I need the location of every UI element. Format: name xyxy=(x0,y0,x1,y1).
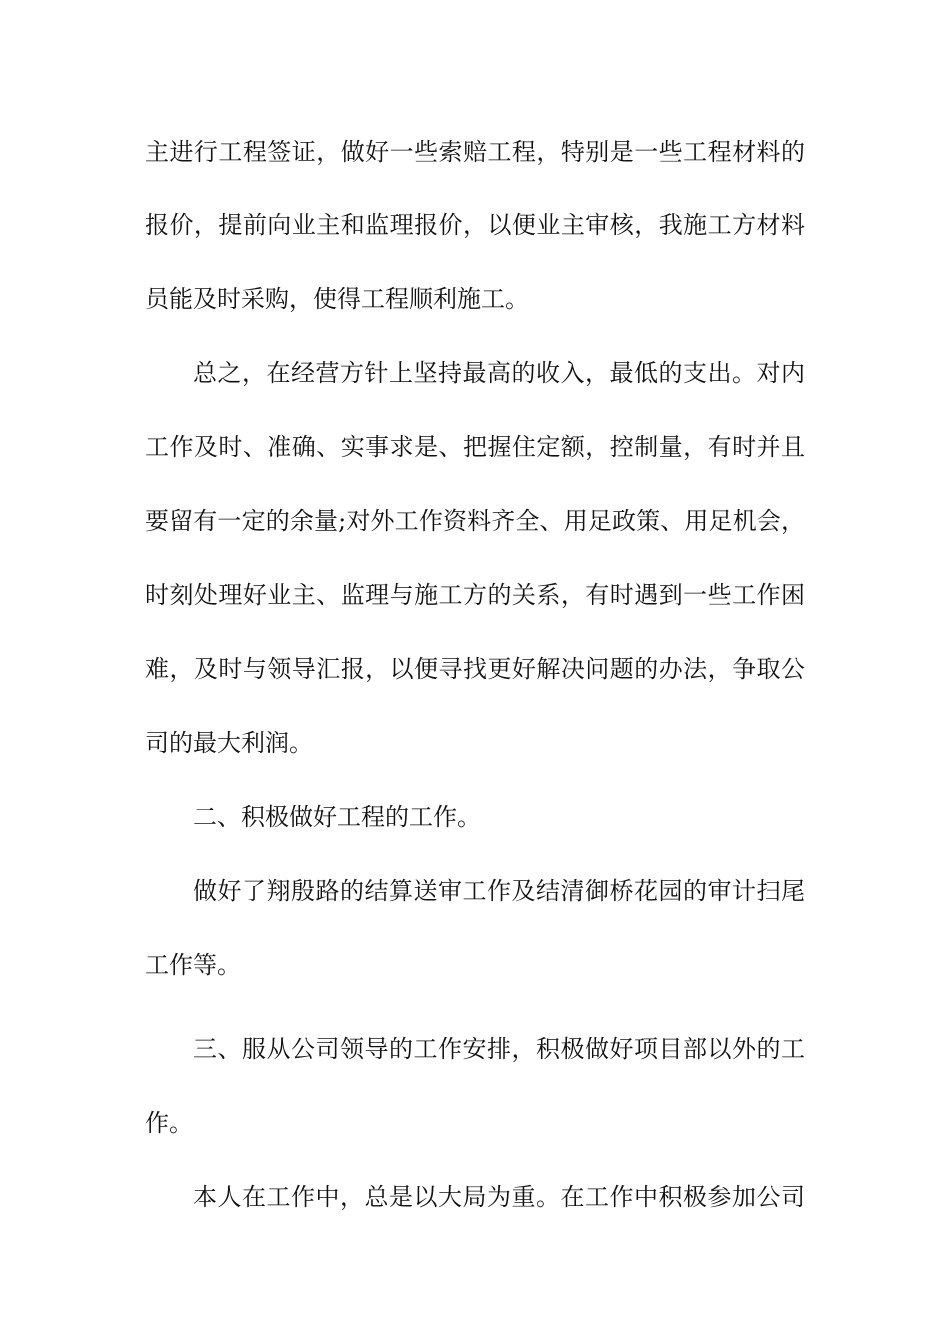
paragraph-start-settlement: 做好了翔殷路的结算送审工作及结清御桥花园的审计扫尾 xyxy=(193,877,805,905)
section-heading-2: 二、积极做好工程的工作。 xyxy=(193,803,481,831)
text-line-3: 员能及时采购，使得工程顺利施工。 xyxy=(145,285,529,313)
section-heading-3: 三、服从公司领导的工作安排，积极做好项目部以外的工 xyxy=(193,1035,805,1063)
text-line-5: 工作及时、准确、实事求是、把握住定额，控制量，有时并且 xyxy=(145,433,805,461)
text-line-1: 主进行工程签证，做好一些索赔工程，特别是一些工程材料的 xyxy=(145,138,805,166)
text-line-9: 司的最大利润。 xyxy=(145,729,313,757)
text-line-2: 报价，提前向业主和监理报价，以便业主审核，我施工方材料 xyxy=(145,211,805,239)
text-line-6: 要留有一定的余量;对外工作资料齐全、用足政策、用足机会， xyxy=(145,507,805,535)
text-line-14: 作。 xyxy=(145,1109,193,1137)
text-line-7: 时刻处理好业主、监理与施工方的关系，有时遇到一些工作困 xyxy=(145,581,805,609)
paragraph-start-self: 本人在工作中，总是以大局为重。在工作中积极参加公司 xyxy=(193,1183,805,1211)
text-line-12: 工作等。 xyxy=(145,951,241,979)
text-line-8: 难，及时与领导汇报，以便寻找更好解决问题的办法，争取公 xyxy=(145,655,805,683)
paragraph-start-summary: 总之，在经营方针上坚持最高的收入，最低的支出。对内 xyxy=(193,359,805,387)
